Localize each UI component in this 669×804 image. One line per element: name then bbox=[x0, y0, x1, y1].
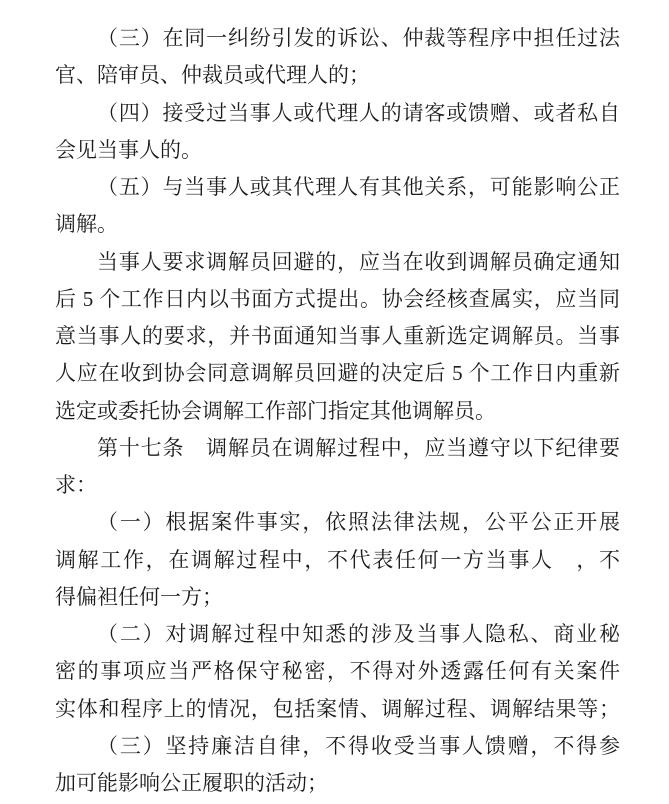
text-line: 得偏袒任何一方； bbox=[55, 584, 223, 609]
text-line: 实体和程序上的情况，包括案情、调解过程、调解结果等； bbox=[55, 696, 620, 721]
text-line: （二）对调解过程中知悉的涉及当事人隐私、商业秘 bbox=[97, 622, 620, 646]
text-line: 调解。 bbox=[55, 212, 118, 237]
text-line: 会见当事人的。 bbox=[55, 137, 202, 162]
text-line: 当事人要求调解员回避的，应当在收到调解员确定通知 bbox=[97, 249, 620, 274]
text-line: 意当事人的要求，并书面通知当事人重新选定调解员。当事 bbox=[55, 324, 620, 348]
text-line: （一）根据案件事实，依照法律法规，公平公正开展 bbox=[97, 510, 620, 535]
text-line: 官、陪审员、仲裁员或代理人的； bbox=[55, 63, 370, 88]
text-line: 人应在收到协会同意调解员回避的决定后 5 个工作日内重新 bbox=[55, 361, 620, 386]
text-line: 第十七条 调解员在调解过程中，应当遵守以下纪律要 bbox=[97, 435, 620, 460]
text-line: （五）与当事人或其代理人有其他关系，可能影响公正 bbox=[97, 175, 620, 199]
text-line: （四）接受过当事人或代理人的请客或馈赠、或者私自 bbox=[97, 100, 620, 125]
text-line: 加可能影响公正履职的活动； bbox=[55, 771, 328, 795]
text-line: 求： bbox=[55, 473, 97, 497]
text-line: （三）在同一纠纷引发的诉讼、仲裁等程序中担任过法 bbox=[97, 26, 620, 50]
text-line: 密的事项应当严格保守秘密，不得对外透露任何有关案件 bbox=[55, 659, 620, 684]
text-line: （三）坚持廉洁自律，不得收受当事人馈赠，不得参 bbox=[97, 733, 620, 758]
text-line: 调解工作，在调解过程中，不代表任何一方当事人 ，不 bbox=[55, 547, 620, 572]
text-line: 选定或委托协会调解工作部门指定其他调解员。 bbox=[55, 398, 496, 423]
text-line: 后 5 个工作日内以书面方式提出。协会经核查属实，应当同 bbox=[55, 286, 620, 311]
